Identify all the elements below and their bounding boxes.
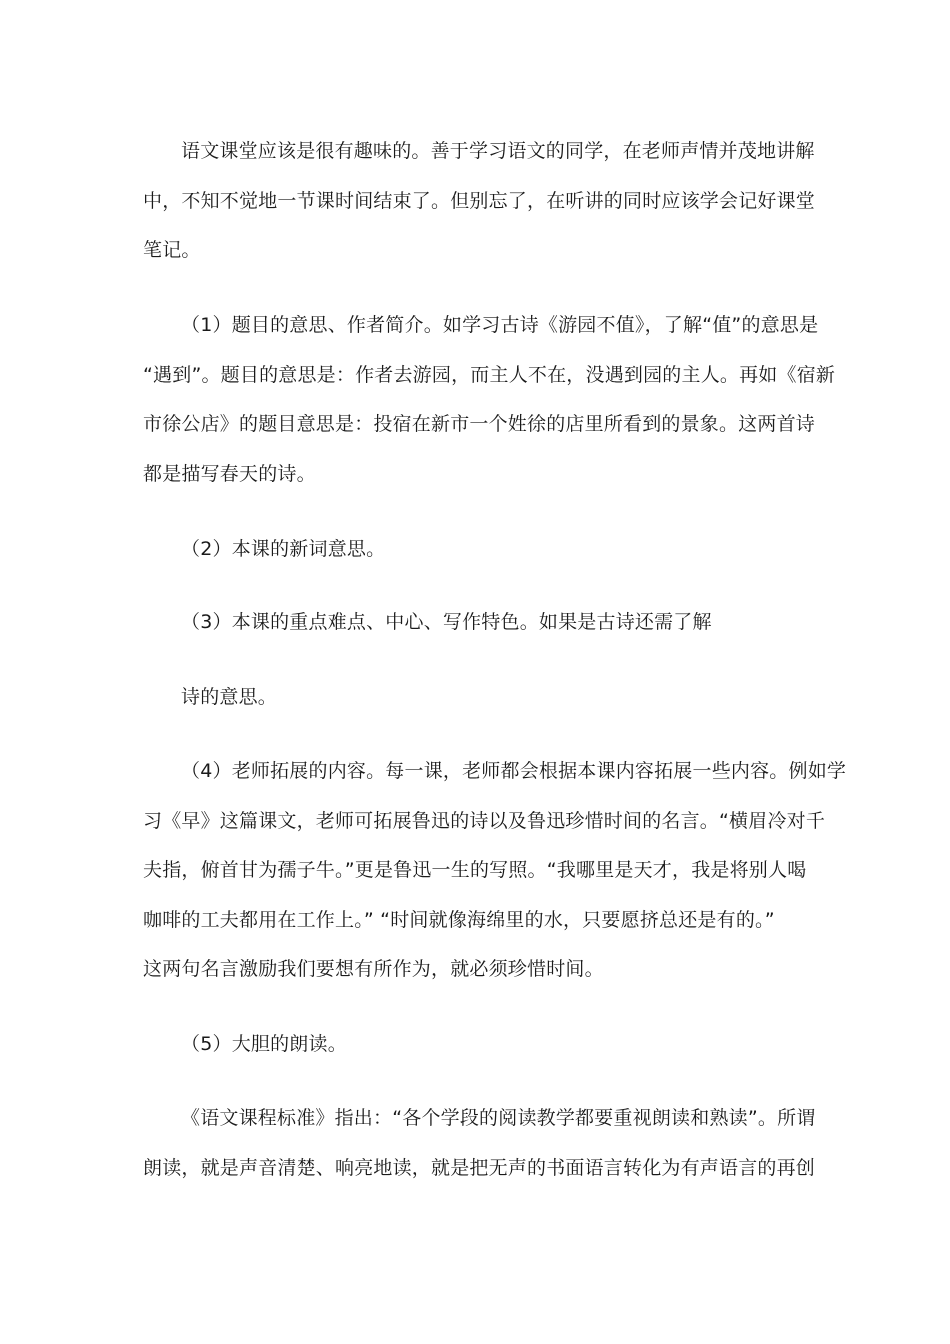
paragraph-1-line-1: 语文课堂应该是很有趣味的。善于学习语文的同学，在老师声情并茂地讲解 <box>181 140 815 162</box>
paragraph-2-line-3: 市徐公店》的题目意思是：投宿在新市一个姓徐的店里所看到的景象。这两首诗 <box>143 413 816 435</box>
paragraph-1-line-3: 笔记。 <box>143 239 201 261</box>
paragraph-6-line-1: （5）大胆的朗读。 <box>181 1033 347 1055</box>
paragraph-4-line-2: 诗的意思。 <box>181 686 278 708</box>
paragraph-2-line-2: “遇到”。题目的意思是：作者去游园，而主人不在，没遇到园的主人。再如《宿新 <box>143 364 836 386</box>
paragraph-5-line-2: 习《早》这篇课文，老师可拓展鲁迅的诗以及鲁迅珍惜时间的名言。“横眉冷对千 <box>143 810 826 832</box>
paragraph-3-line-1: （2）本课的新词意思。 <box>181 538 386 560</box>
paragraph-7-line-2: 朗读，就是声音清楚、响亮地读，就是把无声的书面语言转化为有声语言的再创 <box>143 1157 816 1179</box>
paragraph-2-line-4: 都是描写春天的诗。 <box>143 463 316 485</box>
paragraph-4-line-1: （3）本课的重点难点、中心、写作特色。如果是古诗还需了解 <box>181 611 712 633</box>
paragraph-5-line-1: （4）老师拓展的内容。每一课，老师都会根据本课内容拓展一些内容。例如学 <box>181 760 847 782</box>
paragraph-5-line-5: 这两句名言激励我们要想有所作为，就必须珍惜时间。 <box>143 958 604 980</box>
paragraph-1-line-2: 中，不知不觉地一节课时间结束了。但别忘了，在听讲的同时应该学会记好课堂 <box>143 190 816 212</box>
paragraph-5-line-4: 咖啡的工夫都用在工作上。” “时间就像海绵里的水，只要愿挤总还是有的。” <box>143 909 775 931</box>
paragraph-5-line-3: 夫指，俯首甘为孺子牛。”更是鲁迅一生的写照。“我哪里是天才，我是将别人喝 <box>143 859 807 881</box>
paragraph-7-line-1: 《语文课程标准》指出：“各个学段的阅读教学都要重视朗读和熟读”。所谓 <box>181 1107 816 1129</box>
paragraph-2-line-1: （1）题目的意思、作者简介。如学习古诗《游园不值》，了解“值”的意思是 <box>181 314 819 336</box>
